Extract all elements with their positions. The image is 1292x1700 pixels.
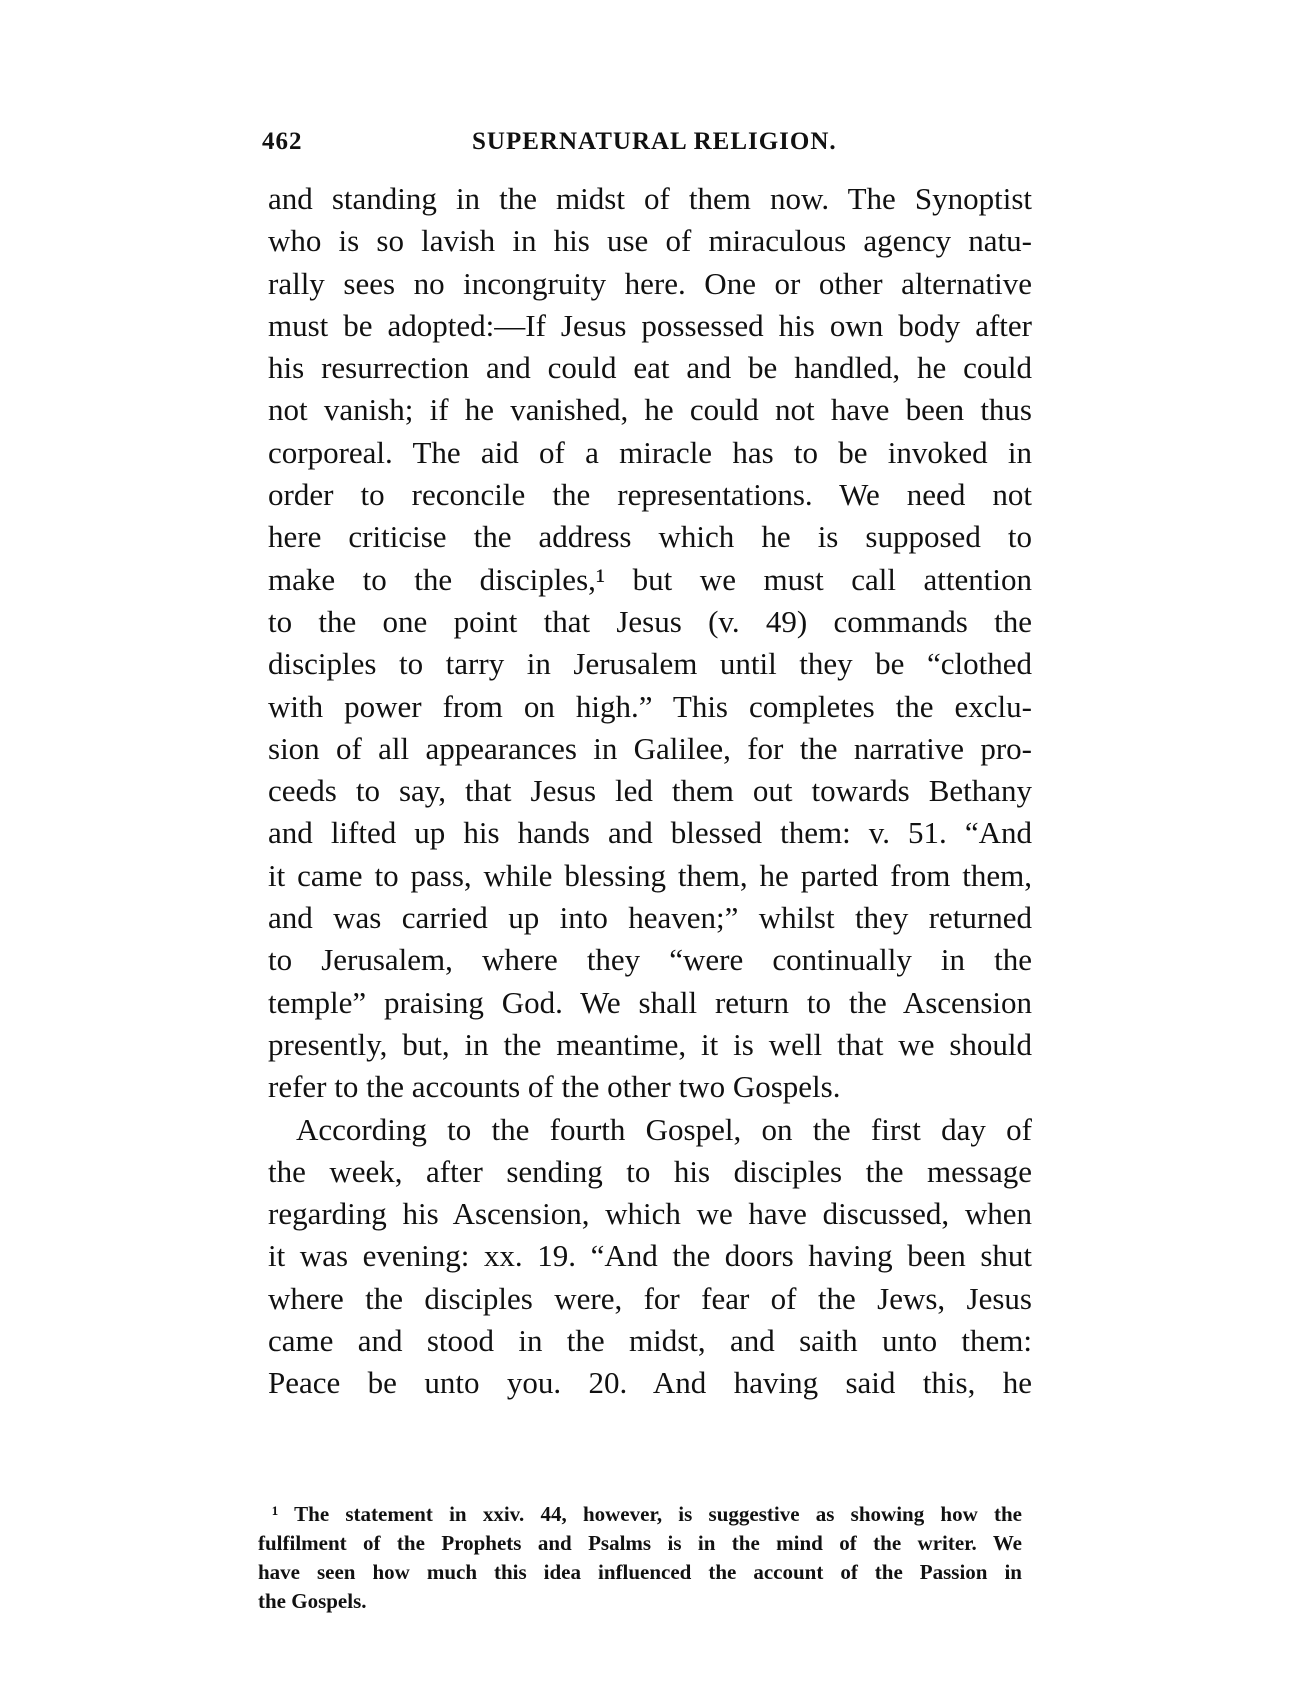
text-line: it was evening: xx. 19. “And the doors having been shut — [268, 1238, 1032, 1274]
text-line: where the disciples were, for fear of the Jews, Jesus — [268, 1280, 1032, 1316]
text-line: to Jerusalem, where they “were continually in the — [268, 942, 1032, 978]
text-line: it came to pass, while blessing them, he parted from them, — [268, 857, 1032, 893]
footnote — [258, 1500, 1022, 1616]
text-line: the week, after sending to his disciples the message — [268, 1153, 1032, 1189]
text-line: temple” praising God. We shall return to the Ascension — [268, 984, 1032, 1020]
text-line: regarding his Ascension, which we have discussed, when — [268, 1196, 1032, 1232]
text-line: Peace be unto you. 20. And having said this, he — [268, 1365, 1032, 1401]
text-line: ceeds to say, that Jesus led them out towards Bethany — [268, 773, 1032, 809]
running-header — [262, 128, 1032, 162]
text-line: presently, but, in the meantime, it is well that we should — [268, 1026, 1032, 1062]
text-line: and standing in the midst of them now. The Synoptist — [268, 181, 1032, 216]
text-line: must be adopted:—If Jesus possessed his own body after — [268, 307, 1032, 343]
footnote-line: have seen how much this idea influenced the account of the Passion in — [258, 1560, 1022, 1584]
footnote-line: fulfilment of the Prophets and Psalms is in the mind of the writer. We — [258, 1531, 1022, 1555]
text-line: his resurrection and could eat and be handled, he could — [268, 350, 1032, 386]
footnote-line: ¹ The statement in xxiv. 44, however, is suggestive as showing how the — [272, 1502, 1022, 1526]
text-line: sion of all appearances in Galilee, for the narrative pro- — [268, 730, 1032, 766]
text-line: not vanish; if he vanished, he could not have been thus — [268, 392, 1032, 428]
text-line: who is so lavish in his use of miraculous agency natu- — [268, 223, 1032, 259]
text-line: here criticise the address which he is supposed to — [268, 519, 1032, 555]
page-number: 462 — [262, 128, 303, 155]
text-line: order to reconcile the representations. We need not — [268, 477, 1032, 513]
text-line: to the one point that Jesus (v. 49) commands the — [268, 603, 1032, 639]
text-line: with power from on high.” This completes the exclu- — [268, 688, 1032, 724]
text-line: rally sees no incongruity here. One or other alternative — [268, 265, 1032, 301]
text-line: corporeal. The aid of a miracle has to be invoked in — [268, 434, 1032, 470]
text-line: According to the fourth Gospel, on the first day of — [296, 1111, 1032, 1147]
running-title: SUPERNATURAL RELIGION. — [472, 128, 837, 155]
text-line: refer to the accounts of the other two Gospels. — [268, 1069, 841, 1105]
footnote-line: the Gospels. — [258, 1589, 367, 1613]
body-text — [268, 178, 1032, 1405]
text-line: and was carried up into heaven;” whilst they returned — [268, 900, 1032, 936]
text-line: make to the disciples,¹ but we must call attention — [268, 561, 1032, 597]
text-line: and lifted up his hands and blessed them: v. 51. “And — [268, 815, 1032, 851]
text-line: came and stood in the midst, and saith unto them: — [268, 1323, 1032, 1359]
text-line: disciples to tarry in Jerusalem until they be “clothed — [268, 646, 1032, 682]
